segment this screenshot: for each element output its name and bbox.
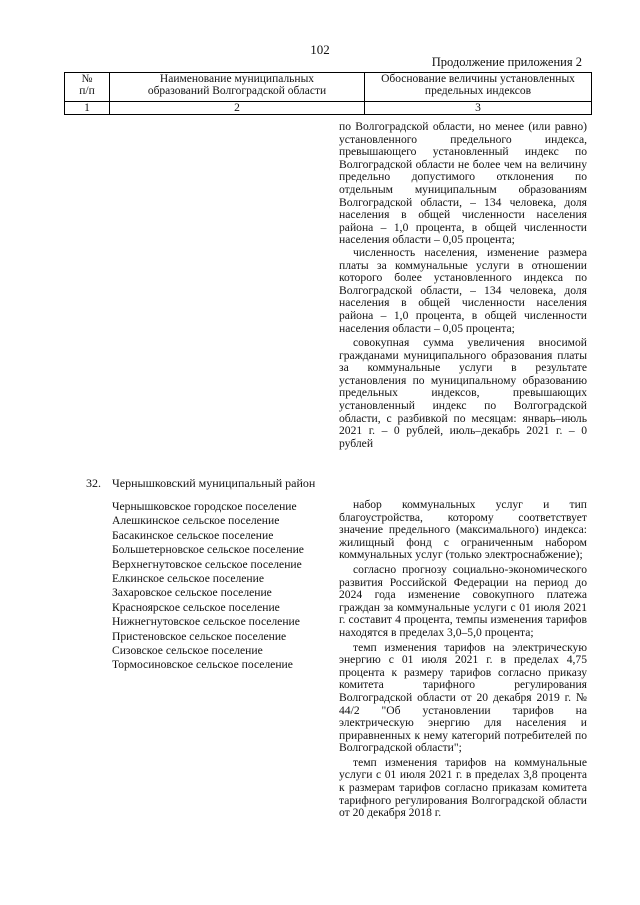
list-item: Красноярское сельское поселение xyxy=(112,600,280,614)
paragraph: численность населения, изменение размера платы за коммунальные услуги в отношении которого более установленного индекса по Волгоградской области, – 134 человека, доля населения в общей численности населения района – 1,0 процента, в общей численности населения области – 0,05 процента; xyxy=(339,245,587,335)
paragraph: темп изменения тарифов на электрическую энергию с 01 июля 2021 г. в пределах 4,75 процента к размеру тарифов согласно приказу комитета тарифного регулирования Волгоградской области от 20 декабря 2019 г. № 44/2 "Об установлении тарифов на электрическую энергию для населения и приравненных к нему категорий потребителей по Волгоградской области"; xyxy=(339,640,587,755)
list-item: Тормосиновское сельское поселение xyxy=(112,658,293,672)
settlement-list xyxy=(112,500,304,673)
list-item: Алешкинское сельское поселение xyxy=(112,514,280,528)
district-number: 32. xyxy=(86,476,101,490)
list-item: Нижнегнутовское сельское поселение xyxy=(112,615,300,629)
table-header xyxy=(64,72,592,115)
col-number-header: № п/п xyxy=(65,73,110,102)
list-item: Басакинское сельское поселение xyxy=(112,528,274,542)
col-number-index: 1 xyxy=(65,102,110,115)
list-item: Чернышковское городское поселение xyxy=(112,500,297,513)
continuation-note: Продолжение приложения 2 xyxy=(431,55,582,69)
col-justification-index: 3 xyxy=(365,102,592,115)
page-number: 102 xyxy=(310,42,330,57)
paragraph: набор коммунальных услуг и тип благоустройства, которому соответствует значение предельного (максимального) индекса: жилищный фонд с ограниченным набором коммунальных услуг (только электроснабжение); xyxy=(339,498,587,562)
justification-bottom-block xyxy=(339,499,587,820)
paragraph: совокупная сумма увеличения вносимой гражданами муниципального образования платы за коммунальные услуги в результате установления по муниципальному образованию предельных индексов, превышающих установленный индекс по Волгоградской области, с разбивкой по месяцам: январь–июль 2021 г. – 0 рублей, июль–декабрь 2021 г. – 0 рублей xyxy=(339,336,587,450)
col-name-index: 2 xyxy=(110,102,365,115)
list-item: Большетерновское сельское поселение xyxy=(112,543,304,557)
list-item: Пристеновское сельское поселение xyxy=(112,629,287,643)
col-name-header: Наименование муниципальных образований Волгоградской области xyxy=(110,73,365,102)
district-name: Чернышковский муниципальный район xyxy=(112,476,316,490)
paragraph: темп изменения тарифов на коммунальные услуги с 01 июля 2021 г. в пределах 3,8 процента к размерам тарифов согласно приказам комитета тарифного регулирования Волгоградской области от 20 декабря 2018 г. xyxy=(339,755,587,820)
list-item: Сизовское сельское поселение xyxy=(112,644,263,658)
paragraph: по Волгоградской области, но менее (или равно) установленного предельного индекса, превышающего установленный индекс по Волгоградской области не более чем на величину предельно допустимого отклонения по отдельным муниципальным образованиям Волгоградской области, – 134 человека, доля населения в общей численности населения района – 1,0 процента, в общей численности населения области – 0,05 процента; xyxy=(339,120,587,247)
justification-top-block xyxy=(339,121,587,450)
list-item: Верхнегнутовское сельское поселение xyxy=(112,557,302,571)
list-item: Захаровское сельское поселение xyxy=(112,586,272,600)
col-justification-header: Обоснование величины установленных предельных индексов xyxy=(365,73,592,102)
list-item: Елкинское сельское поселение xyxy=(112,572,264,586)
paragraph: согласно прогнозу социально-экономического развития Российской Федерации на период до 2024 года изменение совокупного платежа граждан за коммунальные услуги с 01 июля 2021 г. составит 4 процента, темпы изменения тарифов находятся в пределах 3,0–5,0 процента; xyxy=(339,562,587,639)
